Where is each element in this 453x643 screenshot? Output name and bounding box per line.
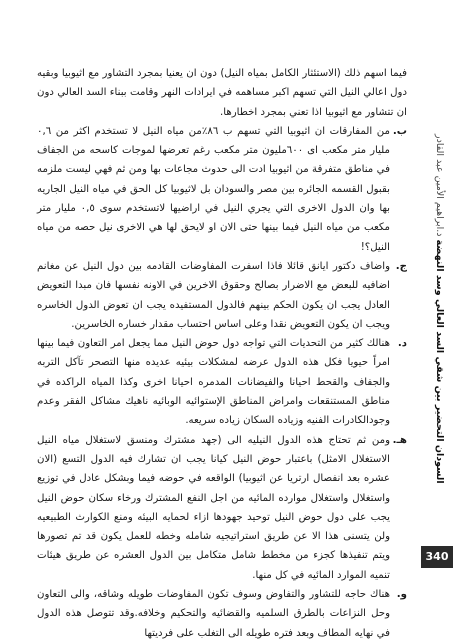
list-item xyxy=(37,257,407,334)
list-item xyxy=(37,334,407,430)
list-item-text: ومن ثم تحتاج هذه الدول النيليه الى (جهد مشترك ومنسق لاستغلال مياه النيل الاستغلال الامثل) باعتبار حوض النيل كيانا يجب ان تشارك فيه الدول التسع (الان عشره بعد انفصال ارتريا عن اثيوبيا) الواقعه في حوضه فيما وبشكل عادل في توزيع واستغلال واستغلال موارده المائيه من اجل النفع المشترك ورخاء سكان حوض النيل يجب على دول حوض النيل توحيد جهودها ازاء لحمايه البيئه ومنع الكوارث الطبيعيه ولن يتسنى هذا الا عن طريق استراتيجيه شامله وخطه للعمل يكون قد تم تصورها ويتم تنفيذها كجزء من مخطط شامل متكامل بين الدول العشره عن طريق هيئات تنميه الموارد المائيه في كل منها. xyxy=(37,434,390,581)
list-marker: و. xyxy=(396,589,407,601)
list-item-text: هنالك كثير من التحديات التي تواجه دول حوض النيل مما يجعل امر التعاون فيما بينها امراً حيويا فكل هذه الدول عرضه لمشكلات بيئيه عديده منها التصحر تآكل التربه والجفاف والقحط احيانا والفيضانات المدمره احيانا اخرى وكذا المياه الراكده في مناطق المستنقعات وامراض المناطق الإستوائيه الوبائيه ناهيك مشاكل الفقر وعدم وجودالكادرات الفنيه وزياده السكان زياده سريعه. xyxy=(37,338,390,427)
list-marker: ب. xyxy=(392,125,407,137)
author-name: د.ابراهيم الأمين عبد القادر xyxy=(434,134,445,237)
list-item xyxy=(37,122,407,257)
list-marker: هـ. xyxy=(392,434,407,446)
list-item xyxy=(37,431,407,585)
list-item-text: هناك حاجه للتشاور والتفاوض وسوف تكون المفاوضات طويله وشاقه، والى التعاون وحل النزاعات بالطرق السلميه والقضائيه والتحكيم وخلافه.وقد تتوصل هذه الدول في نهايه المطاف وبعد فتره طويله الى التغلب على فرديتها xyxy=(37,589,390,639)
list-item-text: واضاف دكتور ايانق قائلا فاذا اسفرت المفاوضات القادمه بين دول النيل عن مغانم اضافيه للبعض مع الاضرار بصالح وحقوق الاخرين في الاونه نفسها فان مبدا التعويض العادل يجب ان يكون الحكم بينهم فالدول المستفيده يجب ان تعوض الدول الخاسره ويجب ان يكون التعويض نقدا وعلى اساس احتساب مقدار خساره الخاسرين. xyxy=(37,260,390,330)
side-margin xyxy=(423,0,453,640)
list-item xyxy=(37,585,407,643)
body-text xyxy=(37,64,407,643)
list-marker: د. xyxy=(397,338,407,350)
intro-paragraph: فيما اسهم ذلك (الاستئثار الكامل بمياه النيل) دون ان يعنيا بمجرد التشاور مع اثيوبيا وبقيه دول اعالي النيل التي تسهم اكبر مساهمه في ايرادات النهر وقامت ببناء السد العالي دون ان تتشاور مع اثيوبيا اذا تعني بمجرد اخطارها. xyxy=(37,68,407,118)
book-title: السودان التحضير بين شقي السد العالي وسد النهضة xyxy=(434,239,445,484)
list-item-text: من المفارقات ان اثيوبيا التي تسهم ب ٨٦٪من مياه النيل لا تستخدم اكثر من ٠,٦ مليار متر مكعب اى ٦٠٠مليون متر مكعب رغم تعرضها لموجات كاسحه من الجفاف في مناطق متفرقة من اثيوبيا ادت الى حدوث مجاعات بها ومن ثم فهي ليست ملزمه بقبول القسمه الجائره بين مصر والسودان بل لاثيوبيا كل الحق في مياه النيل الجاريه بها وان الدول الاخرى التي يجري النيل في اراضيها لاتستخدم سوى ٠,٥ مليار متر مكعب من مياه النيل فيما بينها حتى الان او لايحق لها هي الاخرى نيل حصه من مياه النيل؟! xyxy=(37,125,390,253)
running-head xyxy=(429,54,449,484)
list-marker: ج. xyxy=(395,260,407,272)
page-number-badge: 340 xyxy=(421,546,453,568)
